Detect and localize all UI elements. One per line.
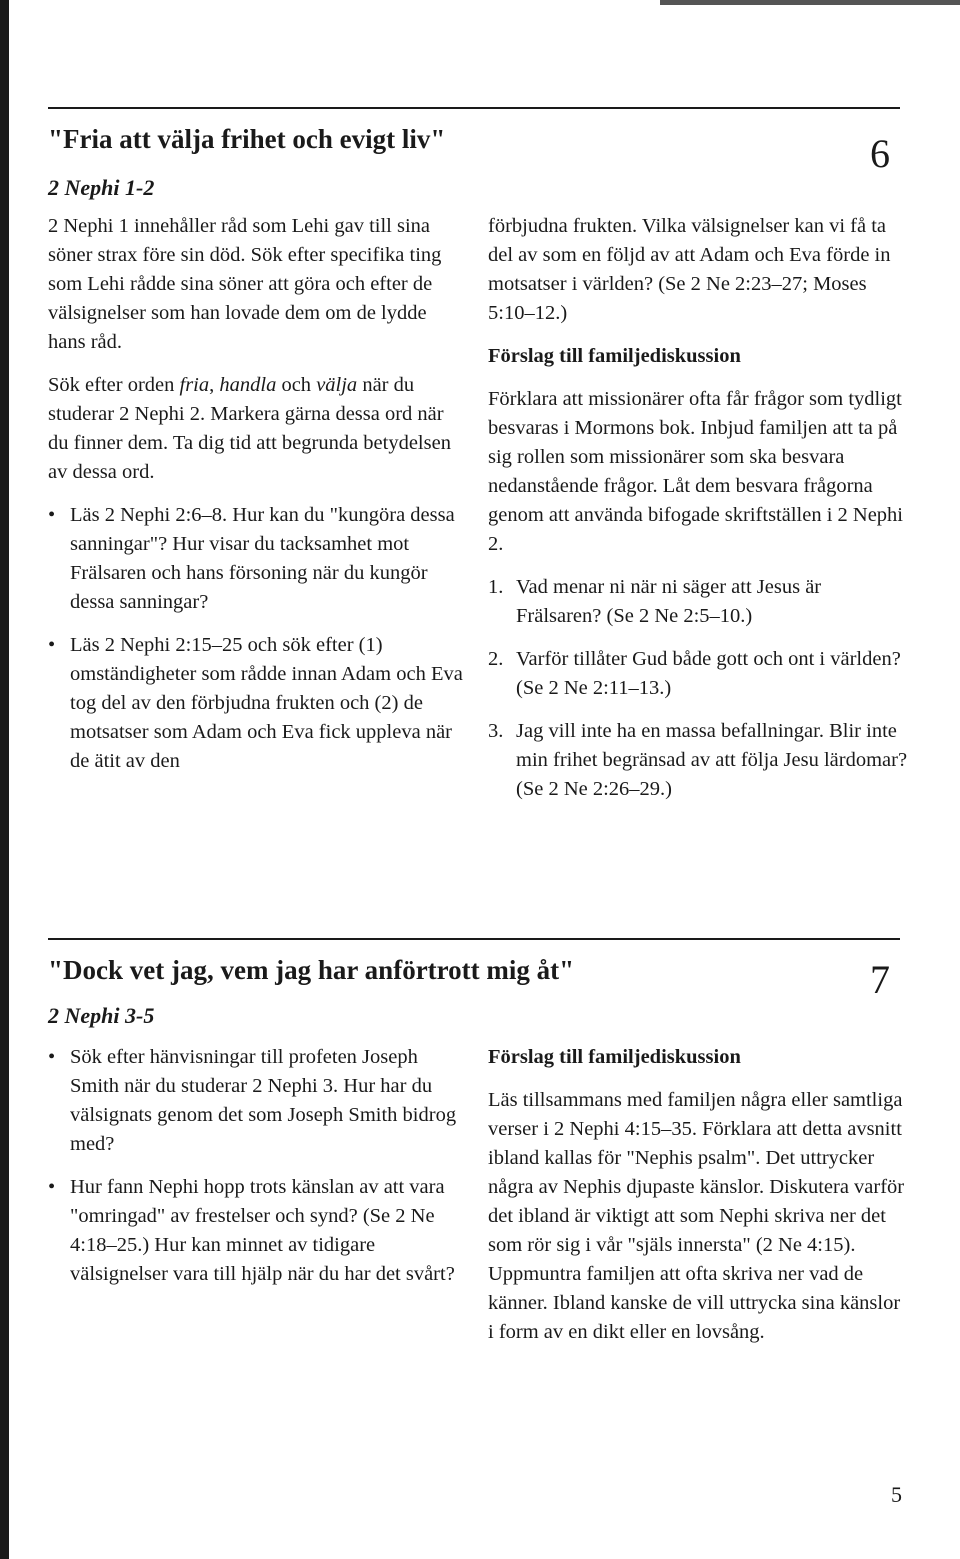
bullet-icon: •	[48, 634, 56, 656]
bullet-icon: •	[48, 1176, 56, 1198]
lesson-6-question: 2. Varför tillåter Gud både gott och ont i världen? (Se 2 Ne 2:11–13.)	[488, 648, 901, 699]
lesson-7-family-heading: Förslag till familjediskussion	[488, 1046, 741, 1068]
lesson-7-left-column	[48, 1043, 463, 1303]
lesson-7-right-column	[488, 1043, 908, 1361]
lesson-6-search-words: Sök efter orden fria, handla och välja när du studerar 2 Nephi 2. Markera gärna dessa ord när du finner dem. Ta dig tid att begrunda betydelsen av dessa ord.	[48, 374, 451, 483]
lesson-6-left-column	[48, 212, 463, 790]
lesson-6-question: 1. Vad menar ni när ni säger att Jesus är Frälsaren? (Se 2 Ne 2:5–10.)	[488, 576, 822, 627]
lesson-6-family-heading: Förslag till familjediskussion	[488, 345, 741, 367]
lesson-7-number: 7	[870, 957, 890, 1002]
lesson-6-title: "Fria att välja frihet och evigt liv"	[48, 124, 446, 154]
lesson-7-bullet: • Sök efter hänvisningar till profeten Joseph Smith när du studerar 2 Nephi 3. Hur har du välsignats genom det som Joseph Smith bidrog med?	[48, 1043, 463, 1159]
lesson-6-family-text: Förklara att missionärer ofta får frågor som tydligt besvaras i Mormons bok. Inbjud familjen att ta på sig rollen som missionärer som ska besvara nedanstående frågor. Låt dem besvara frågorna genom att använda bifogade skriftställen i 2 Nephi 2.	[488, 388, 904, 555]
lesson-7-reference: 2 Nephi 3-5	[48, 1003, 155, 1028]
bullet-icon: •	[48, 1046, 56, 1068]
lesson-6-continuation: förbjudna frukten. Vilka välsignelser kan vi få ta del av som en följd av att Adam och Eva förde in motsatser i världen? (Se 2 Ne 2:23–27; Moses 5:10–12.)	[488, 215, 891, 324]
lesson-6-number: 6	[870, 131, 890, 176]
lesson-6-question: 3. Jag vill inte ha en massa befallningar. Blir inte min frihet begränsad av att följa Jesu lärdomar? (Se 2 Ne 2:26–29.)	[488, 720, 908, 800]
page-edge-bar	[0, 0, 9, 1559]
lesson-7-rule	[48, 938, 900, 940]
scan-top-strip	[660, 0, 960, 5]
lesson-7-title: "Dock vet jag, vem jag har anförtrott mig åt"	[48, 955, 575, 985]
lesson-6-reference: 2 Nephi 1-2	[48, 175, 155, 200]
bullet-icon: •	[48, 504, 56, 526]
lesson-6-right-column	[488, 212, 908, 818]
lesson-7-bullet: • Hur fann Nephi hopp trots känslan av att vara "omringad" av frestelser och synd? (Se 2 Ne 4:18–25.) Hur kan minnet av tidigare välsignelser vara till hjälp när du har det svårt?	[48, 1173, 463, 1289]
page-number: 5	[891, 1482, 902, 1507]
lesson-6-bullet: • Läs 2 Nephi 2:6–8. Hur kan du "kungöra dessa sanningar"? Hur visar du tacksamhet mot Frälsaren och hans försoning när du kungör dessa sanningar?	[48, 501, 463, 617]
lesson-6-rule	[48, 107, 900, 109]
lesson-6-intro: 2 Nephi 1 innehåller råd som Lehi gav till sina söner strax före sin död. Sök efter specifika ting som Lehi rådde sina söner att göra och efter de välsignelser som han lovade dem om de lydde hans råd.	[48, 215, 442, 353]
lesson-7-family-text: Läs tillsammans med familjen några eller samtliga verser i 2 Nephi 4:15–35. Förklara att detta avsnitt ibland kallas för "Nephis psalm". Det uttrycker några av Nephis djupaste känslor. Diskutera varför det ibland är viktigt att som Nephi skriva ner det som rör sig i vår "själs innersta" (2 Ne 4:15). Uppmuntra familjen att ofta skriva ner vad de känner. Ibland kanske de vill uttrycka sina känslor i form av en dikt eller en lovsång.	[488, 1089, 905, 1343]
lesson-6-bullet: • Läs 2 Nephi 2:15–25 och sök efter (1) omständigheter som rådde innan Adam och Eva tog del av den förbjudna frukten och (2) de motsatser som Adam och Eva fick uppleva när de ätit av den	[48, 631, 463, 776]
